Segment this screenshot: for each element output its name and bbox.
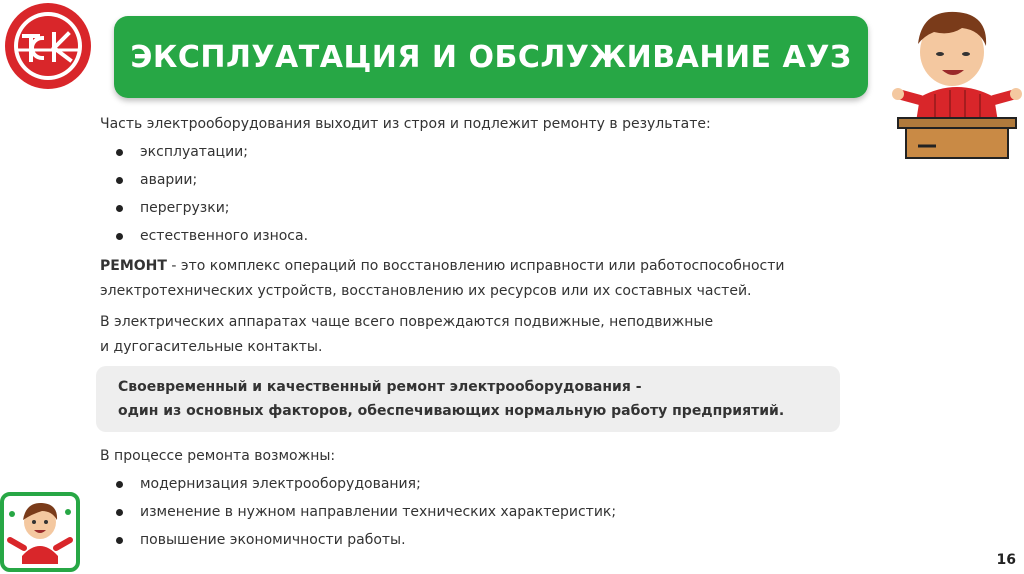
definition-paragraph [100, 254, 830, 304]
list-item: модернизация электрооборудования; [100, 470, 830, 498]
main-content [100, 110, 830, 360]
highlight-text [118, 375, 830, 423]
note-paragraph [100, 310, 830, 360]
list-item: повышение экономичности работы. [100, 526, 830, 554]
page-title: ЭКСПЛУАТАЦИЯ И ОБСЛУЖИВАНИЕ АУЗ [130, 39, 852, 75]
page-number: 16 [996, 552, 1016, 568]
list-item: изменение в нужном направлении технических характеристик; [100, 498, 830, 526]
definition-text: - это комплекс операций по восстановлению исправности или работоспособности электротехнических устройств, восстановлению их ресурсов или их составных частей. [100, 258, 785, 299]
list-item: аварии; [100, 166, 830, 194]
title-banner [114, 16, 868, 98]
cartoon-speaker-icon [890, 2, 1024, 162]
note-line-2: и дугогасительные контакты. [100, 339, 323, 355]
list-item: перегрузки; [100, 194, 830, 222]
list-item: эксплуатации; [100, 138, 830, 166]
highlight-line-1: Своевременный и качественный ремонт электрооборудования - [118, 379, 642, 395]
causes-list [100, 138, 830, 250]
college-logo-icon [2, 0, 94, 92]
highlight-box [96, 366, 840, 432]
list-item: естественного износа. [100, 222, 830, 250]
definition-term: РЕМОНТ [100, 258, 167, 274]
highlight-line-2: один из основных факторов, обеспечивающих нормальную работу предприятий. [118, 403, 785, 419]
cartoon-boy-icon [0, 492, 80, 572]
process-intro: В процессе ремонта возможны: [100, 448, 336, 464]
intro-text: Часть электрооборудования выходит из строя и подлежит ремонту в результате: [100, 116, 711, 132]
process-list [100, 470, 830, 554]
process-section [100, 442, 830, 554]
note-line-1: В электрических аппаратах чаще всего повреждаются подвижные, неподвижные [100, 314, 714, 330]
